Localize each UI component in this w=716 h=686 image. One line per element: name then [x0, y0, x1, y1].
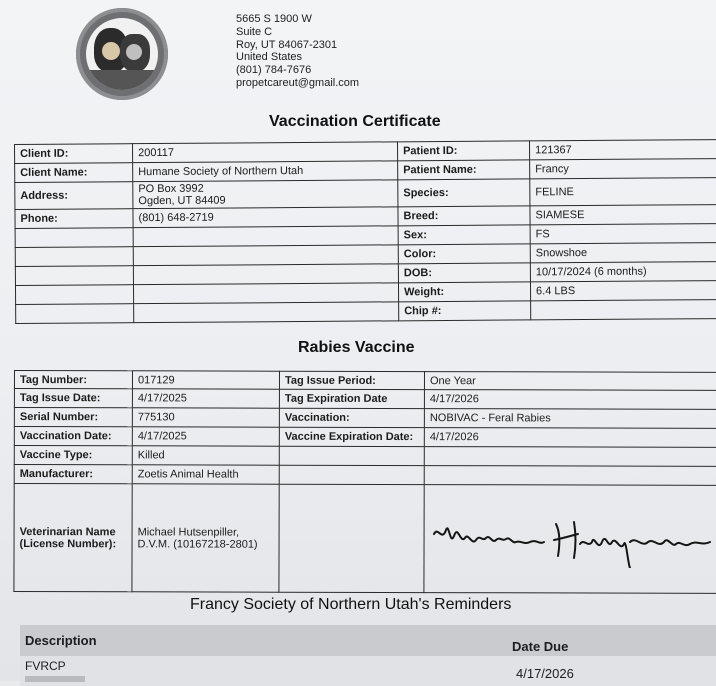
date-due-header: Date Due — [512, 639, 569, 654]
pet-care-logo-icon — [76, 8, 168, 100]
patient-id-value: 121367 — [529, 140, 716, 160]
address-line1: 5665 S 1900 W — [236, 13, 312, 25]
vet-label — [14, 484, 132, 592]
vaccination-value: NOBIVAC - Feral Rabies — [424, 409, 716, 429]
color-label: Color: — [398, 244, 530, 264]
vet-name-value — [132, 484, 279, 592]
sex-value: FS — [530, 224, 716, 244]
vaccination-date-label: Vaccination Date: — [14, 427, 132, 446]
manufacturer-value: Zoetis Animal Health — [132, 465, 279, 484]
serial-number-label: Serial Number: — [14, 408, 132, 427]
chip-value — [531, 300, 716, 320]
address-line3: Roy, UT 84067-2301 — [236, 38, 338, 51]
dob-label: DOB: — [398, 263, 530, 283]
breed-label: Breed: — [398, 206, 530, 226]
patient-name-value: Francy — [530, 159, 716, 179]
tag-expiration-label: Tag Expiration Date — [279, 389, 424, 408]
client-phone-value: (801) 648-2719 — [133, 207, 398, 228]
client-address-value — [133, 180, 398, 209]
vet-name-line2: D.V.M. (10167218-2801) — [137, 537, 258, 551]
table-row — [14, 389, 716, 410]
address-label: Address: — [15, 182, 133, 210]
table-row — [14, 371, 716, 391]
list-item — [20, 656, 716, 686]
patient-name-label: Patient Name: — [398, 160, 530, 180]
reminder-next-row-cutoff — [25, 676, 85, 682]
clinic-phone: (801) 784-7676 — [236, 64, 312, 77]
vaccine-type-value: Killed — [132, 446, 279, 465]
table-row — [14, 408, 716, 429]
patient-info-table — [14, 139, 716, 324]
vaccine-type-label: Vaccine Type: — [14, 446, 132, 465]
tag-issue-date-value: 4/17/2025 — [132, 389, 279, 408]
reminder-date-due: 4/17/2026 — [516, 666, 574, 681]
vet-name-line1: Michael Hutsenpiller, — [137, 525, 240, 539]
tag-number-label: Tag Number: — [14, 371, 132, 389]
tag-issue-period-value: One Year — [424, 372, 716, 391]
client-address-line2: Ogden, UT 84409 — [138, 194, 226, 208]
table-row — [14, 427, 716, 448]
reminders-title: Francy Society of Northern Utah's Reminders — [190, 596, 512, 613]
color-value: Snowshoe — [530, 243, 716, 263]
tag-issue-date-label: Tag Issue Date: — [14, 389, 132, 408]
rabies-title: Rabies Vaccine — [298, 339, 415, 356]
client-id-label: Client ID: — [15, 144, 133, 164]
client-address-line1: PO Box 3992 — [138, 182, 204, 196]
clinic-address — [236, 13, 359, 90]
dob-value: 10/17/2024 (6 months) — [530, 262, 716, 282]
clinic-email: propetcareut@gmail.com — [236, 76, 360, 89]
vet-signature — [432, 512, 712, 568]
weight-value: 6.4 LBS — [530, 281, 716, 301]
client-name-label: Client Name: — [15, 163, 133, 183]
certificate-title: Vaccination Certificate — [269, 113, 441, 130]
vaccination-date-value: 4/17/2025 — [132, 427, 279, 446]
address-line4: United States — [236, 51, 303, 64]
species-value: FELINE — [530, 178, 716, 206]
chip-label: Chip #: — [399, 301, 531, 321]
tag-issue-period-label: Tag Issue Period: — [279, 371, 424, 389]
manufacturer-label: Manufacturer: — [14, 465, 132, 484]
vet-label-line1: Veterinarian Name — [19, 525, 116, 538]
description-header: Description — [25, 633, 97, 648]
tag-number-value: 017129 — [132, 371, 279, 389]
weight-label: Weight: — [398, 282, 530, 302]
table-row — [16, 300, 716, 324]
client-name-value: Humane Society of Northern Utah — [133, 161, 398, 182]
vaccine-expiration-value: 4/17/2026 — [424, 428, 716, 448]
table-row — [14, 446, 716, 467]
sex-label: Sex: — [398, 225, 530, 245]
tag-expiration-value: 4/17/2026 — [424, 390, 716, 410]
address-line2: Suite C — [236, 25, 273, 38]
phone-label: Phone: — [15, 209, 133, 229]
patient-id-label: Patient ID: — [397, 141, 529, 161]
breed-value: SIAMESE — [530, 205, 716, 225]
reminders-table — [20, 625, 716, 685]
client-id-value: 200117 — [133, 142, 398, 163]
serial-number-value: 775130 — [132, 408, 279, 427]
vaccination-label: Vaccination: — [279, 408, 424, 427]
species-label: Species: — [398, 179, 530, 207]
table-row — [14, 465, 716, 486]
reminder-description: FVRCP — [25, 659, 66, 673]
vaccine-expiration-label: Vaccine Expiration Date: — [279, 427, 424, 446]
vet-label-line2: (License Number): — [19, 537, 117, 550]
